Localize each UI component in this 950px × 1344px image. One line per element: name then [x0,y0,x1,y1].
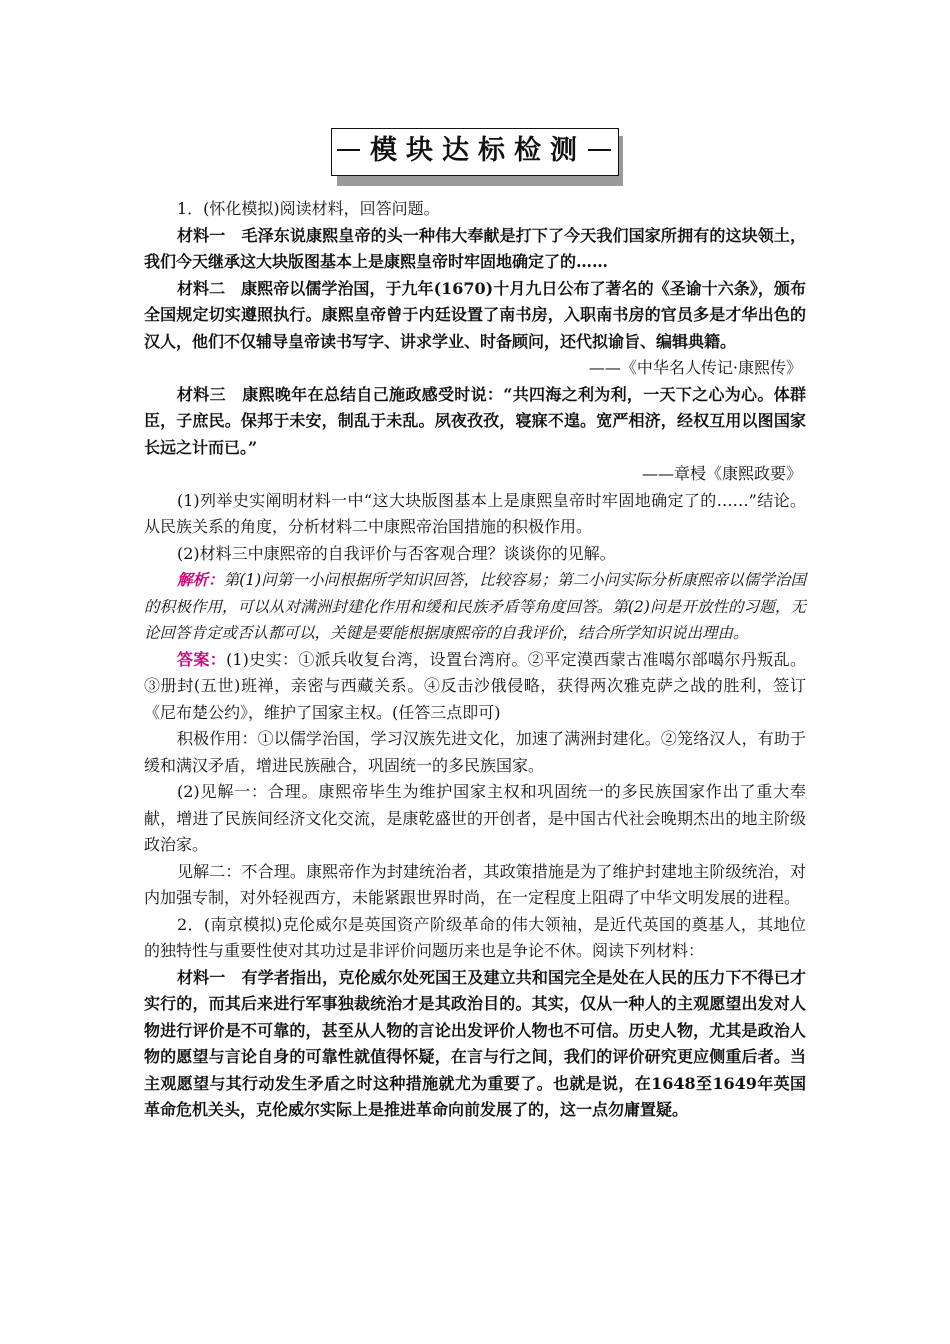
q2-material-1: 材料一 有学者指出，克伦威尔处死国王及建立共和国完全是处在人民的压力下不得已才实行的，而其后来进行军事独裁统治才是其政治目的。其实，仅从一种人的主观愿望出发对人物进行评价是不可靠的，甚至从人物的言论出发评价人物也不可信。历史人物，尤其是政治人物的愿望与言论自身的可靠性就值得怀疑，在言与行之间，我们的评价研究更应侧重后者。当主观愿望与其行动发生矛盾之时这种措施就尤为重要了。也就是说，在1648至1649年英国革命危机关头，克伦威尔实际上是推进革命向前发展了的，这一点勿庸置疑。 [144,967,806,1119]
analysis-label: 解析： [177,570,224,589]
q1-answer-1b: 积极作用：①以儒学治国，学习汉族先进文化，加速了满洲封建化。②笼络汉人，有助于缓和满汉矛盾，增进民族融合，巩固统一的多民族国家。 [144,729,806,775]
q1-question-1: (1)列举史实阐明材料一中“这大块版图基本上是康熙皇帝时牢固地确定了的……”结论。从民族关系的角度，分析材料二中康熙帝治国措施的积极作用。 [144,490,806,536]
q1-source-2: ——《中华名人传记·康熙传》 [588,358,802,377]
q1-answer-2a: (2)见解一：合理。康熙帝毕生为维护国家主权和巩固统一的多民族国家作出了重大奉献，增进了民族间经济文化交流，是康乾盛世的开创者，是中国古代社会晚期杰出的地主阶级政治家。 [144,782,806,854]
section-title [325,128,623,174]
q1-answer-1 [144,647,806,727]
analysis-text: 第(1)问第一小问根据所学知识回答，比较容易；第二小问实际分析康熙帝以儒学治国的积极作用，可以从对满洲封建化作用和缓和民族矛盾等角度回答。第(2)问是开放性的习题，无论回答肯定或否认都可以，关键是要能根据康熙帝的自我评价，结合所学知识说出理由。 [144,571,806,642]
q2-intro: 2．(南京模拟)克伦威尔是英国资产阶级革命的伟大领袖，是近代英国的奠基人，其地位的独特性与重要性使对其功过是非评价问题历来也是争论不休。阅读下列材料： [144,914,806,960]
answer-label: 答案： [177,649,227,669]
q1-material-2: 材料二 康熙帝以儒学治国，于九年(1670)十月九日公布了著名的《圣谕十六条》，颁布全国规定切实遵照执行。康熙皇帝曾于内廷设置了南书房，入职南书房的官员多是才华出色的汉人，他们不仅辅导皇帝读书写字、讲求学业、时备顾问，还代拟谕旨、编辑典籍。 [144,278,806,351]
section-title-text: 模块达标检测 [360,135,588,166]
q1-analysis [144,567,806,647]
q1-question-2: (2)材料三中康熙帝的自我评价与否客观合理？谈谈你的见解。 [177,543,616,563]
section-banner [325,124,625,188]
document-body [144,196,806,1124]
q1-source-3: ——章梫《康熙政要》 [641,464,802,483]
q1-material-1: 材料一 毛泽东说康熙皇帝的头一种伟大奉献是打下了今天我们国家所拥有的这块领土，我们今天继承这大块版图基本上是康熙皇帝时牢固地确定了的…… [144,225,806,271]
q1-material-3: 材料三 康熙晚年在总结自己施政感受时说：“共四海之利为利，一天下之心为心。体群臣，子庶民。保邦于未安，制乱于未乱。夙夜孜孜，寝寐不遑。宽严相济，经权互用以图国家长远之计而已。” [144,384,806,457]
q1-intro: 1．(怀化模拟)阅读材料，回答问题。 [177,199,440,218]
q1-answer-2b: 见解二：不合理。康熙帝作为封建统治者，其政策措施是为了维护封建地主阶级统治，对内加强专制，对外轻视西方，未能紧跟世界时尚，在一定程度上阻碍了中华文明发展的进程。 [144,861,806,907]
answer-1-text: (1)史实：①派兵收复台湾，设置台湾府。②平定漠西蒙古准噶尔部噶尔丹叛乱。③册封(五世)班禅，亲密与西藏关系。④反击沙俄侵略，获得两次雅克萨之战的胜利，签订《尼布楚公约》，维护了国家主权。(任答三点即可) [144,649,806,722]
